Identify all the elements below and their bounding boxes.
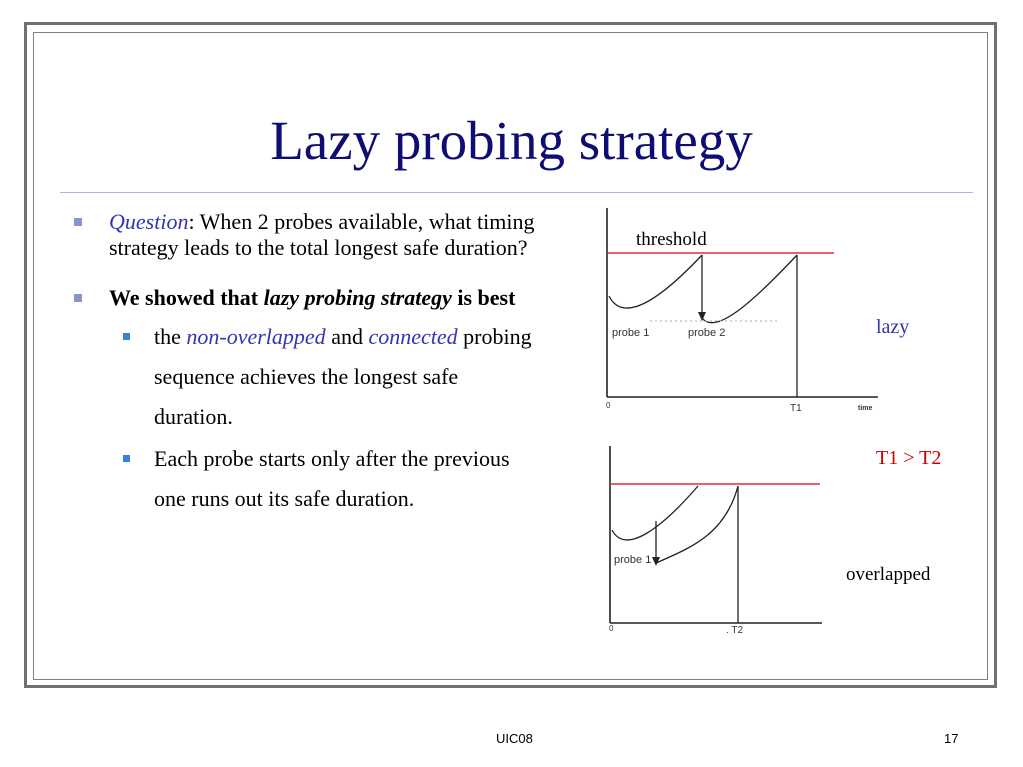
sub1-t1: the xyxy=(154,324,187,349)
page-number: 17 xyxy=(944,731,959,746)
top-probe1-curve xyxy=(609,255,702,308)
threshold-label: threshold xyxy=(636,229,707,250)
sub1-e1: non-overlapped xyxy=(186,324,326,349)
question-text: : When 2 probes available, what timing strategy leads to the total longest safe duration? xyxy=(109,209,535,260)
bottom-origin-label: 0 xyxy=(609,624,614,633)
top-probe2-arrowhead xyxy=(698,312,706,321)
overlapped-label: overlapped xyxy=(846,564,931,585)
lazy-emph: lazy probing strategy xyxy=(263,285,452,310)
top-probe1-label: probe 1 xyxy=(612,327,650,339)
sub1-t3: probing sequence achieves the longest safe duration. xyxy=(154,324,532,429)
bottom-probe1-label: probe 1 xyxy=(614,554,652,566)
sub2-text: Each probe starts only after the previous one runs out its safe duration. xyxy=(154,446,510,511)
slide-title: Lazy probing strategy xyxy=(270,110,753,171)
top-origin-label: 0 xyxy=(606,401,611,410)
bottom-plot xyxy=(610,446,822,623)
sub1-t2: and xyxy=(325,324,369,349)
bottom-t2-label: . T2 xyxy=(726,625,744,636)
question-lead: Question xyxy=(109,209,189,234)
top-time-label: time xyxy=(858,405,873,412)
t1-gt-t2-label: T1 > T2 xyxy=(876,447,942,469)
top-t1-label: T1 xyxy=(790,403,802,414)
lazy-prefix: We showed that xyxy=(109,285,264,310)
lazy-suffix: is best xyxy=(451,285,516,310)
sub1-e2: connected xyxy=(368,324,458,349)
top-probe2-curve xyxy=(702,255,797,323)
bottom-probe2-curve xyxy=(656,486,738,563)
top-probe2-label: probe 2 xyxy=(688,327,726,339)
lazy-label: lazy xyxy=(876,316,910,338)
footer-center: UIC08 xyxy=(496,731,533,746)
bottom-probe1-curve xyxy=(612,486,698,540)
